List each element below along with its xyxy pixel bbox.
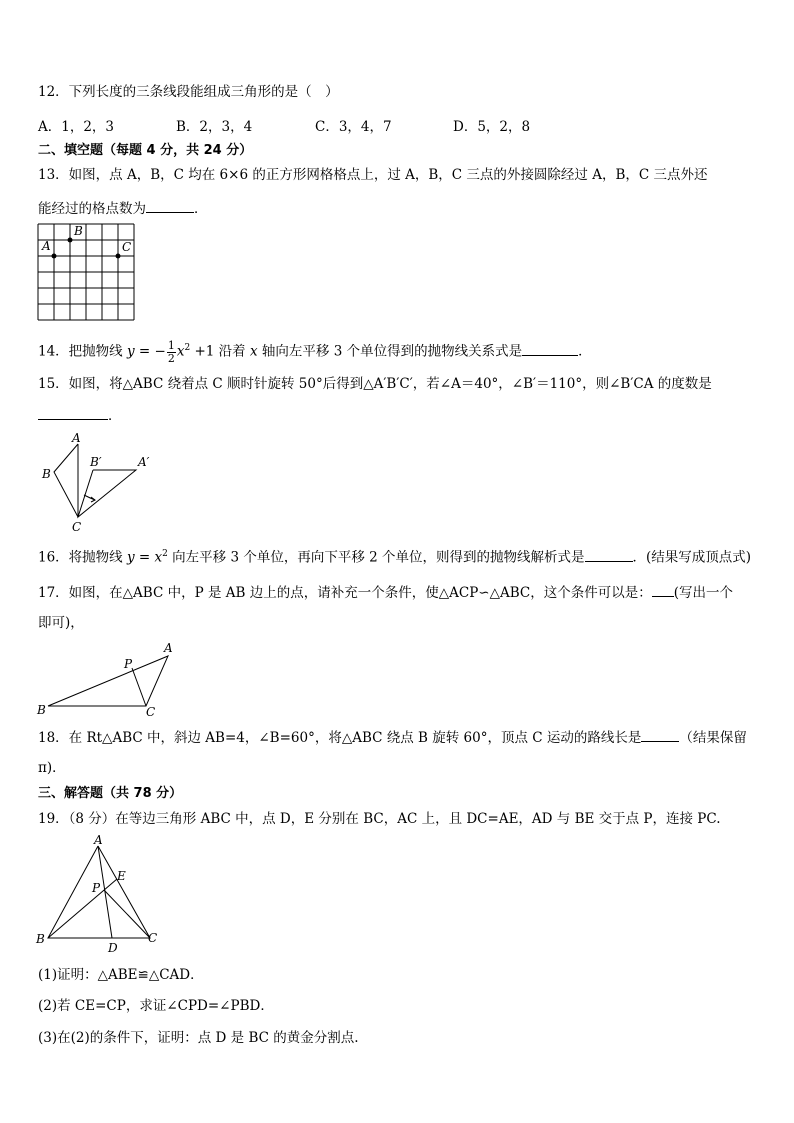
q19-stem: 19．（8 分）在等边三角形 ABC 中，点 D，E 分别在 BC，AC 上，且 DC=AE，AD 与 BE 交于点 P，连接 PC. (38, 811, 721, 827)
q17-triangle-abc (48, 656, 168, 706)
q16-equals: = (134, 549, 155, 566)
q16-answer-blank (585, 548, 633, 562)
q14-stem (38, 339, 592, 365)
q16-stem (38, 545, 751, 567)
q15-triangle-abc-prime (78, 470, 136, 517)
q19-label-e: E (117, 869, 126, 883)
q14-equals: = − (134, 343, 166, 360)
q19-label-c: C (148, 931, 158, 945)
q12-option-a: A．1，2，3 (38, 119, 115, 135)
q15-label-c: C (72, 520, 82, 534)
q14-answer-blank (522, 342, 578, 356)
q12-option-d: D．5，2，8 (453, 119, 531, 135)
q15-period: ． (108, 408, 122, 424)
q15-line1: 15．如图，将△ABC 绕着点 C 顺时针旋转 50°后得到△A′B′C′，若∠A＝40°，∠B′＝110°，则∠B′CA 的度数是 (38, 376, 712, 392)
q17-triangle-figure (36, 640, 186, 720)
q15-label-a-prime: A′ (138, 455, 150, 469)
q17-text: 17．如图，在△ABC 中，P 是 AB 边上的点，请补充一个条件，使△ACP∽△ABC，这个条件可以是： (38, 585, 652, 601)
q18-answer-blank (641, 728, 679, 742)
q13-label-a: A (42, 239, 51, 253)
q15-triangle-abc (54, 444, 78, 517)
q16-suffix: ．(结果写成顶点式) (632, 549, 752, 566)
q12-stem: 12．下列长度的三条线段能组成三角形的是（ ） (38, 84, 339, 100)
q19-label-a: A (94, 833, 103, 847)
q15-rotation-figure (38, 430, 168, 535)
q14-suffix: 轴向左平移 3 个单位得到的抛物线关系式是 (257, 343, 523, 360)
q16-exponent: 2 (162, 549, 168, 559)
q18-suffix: （结果保留 (679, 730, 747, 746)
q16-var-x: x (154, 549, 163, 566)
q19-label-b: B (36, 932, 45, 946)
q14-fraction (167, 340, 176, 365)
section-3-title: 三、解答题（共 78 分） (38, 786, 183, 801)
q13-point-c (116, 254, 121, 259)
q14-middle: +1 沿着 (190, 343, 250, 360)
q13-label-b: B (74, 224, 83, 238)
q16-prefix: 16．将抛物线 (38, 549, 127, 566)
q14-axis-x: x (249, 343, 258, 360)
q17-segment-pc (132, 668, 146, 706)
q12-option-c: C．3，4，7 (315, 119, 392, 135)
q14-prefix: 14．把抛物线 (38, 343, 127, 360)
q18-line1 (38, 728, 747, 747)
q13-line2 (38, 199, 208, 218)
q13-text: 能经过的格点数为 (38, 201, 146, 217)
q19-part2: (2)若 CE=CP，求证∠CPD=∠PBD． (38, 998, 274, 1014)
q13-point-a (52, 254, 57, 259)
q13-point-b (68, 238, 73, 243)
q14-exponent: 2 (184, 343, 191, 353)
q15-label-a: A (72, 431, 81, 445)
q19-equilateral-figure (34, 834, 164, 954)
q19-part1: (1)证明：△ABE≌△CAD． (38, 967, 204, 983)
q19-label-d: D (108, 941, 118, 955)
q14-denominator: 2 (167, 351, 175, 365)
q18-line2: π)． (38, 760, 66, 776)
q19-segment-ad (98, 846, 112, 938)
q14-var-x: x (176, 343, 185, 360)
q17-line2: 即可)， (38, 615, 84, 631)
q16-middle: 向左平移 3 个单位，再向下平移 2 个单位，则得到的抛物线解析式是 (167, 549, 585, 566)
q15-label-b-prime: B′ (90, 455, 102, 469)
q13-answer-blank (146, 199, 194, 213)
q16-var-y: y (126, 549, 135, 566)
q14-period: ． (578, 343, 592, 360)
q15-line2 (38, 406, 122, 425)
q17-label-c: C (146, 705, 156, 719)
q14-numerator: 1 (167, 338, 175, 352)
q13-label-c: C (122, 240, 132, 254)
q17-answer-blank (652, 583, 674, 597)
q19-part3: (3)在(2)的条件下，证明：点 D 是 BC 的黄金分割点. (38, 1030, 359, 1046)
q17-label-a: A (164, 641, 173, 655)
q17-label-p: P (124, 657, 133, 671)
q17-line1 (38, 583, 733, 602)
section-2-title: 二、填空题（每题 4 分，共 24 分） (38, 143, 253, 158)
q13-grid-lines (38, 224, 134, 320)
q14-var-y: y (126, 343, 135, 360)
q17-suffix: (写出一个 (673, 585, 733, 601)
q13-grid-figure (30, 220, 150, 330)
q17-label-b: B (37, 703, 46, 717)
q12-option-b: B．2，3，4 (176, 119, 253, 135)
q13-line1: 13．如图，点 A，B，C 均在 6×6 的正方形网格格点上，过 A，B，C 三点的外接圆除经过 A，B，C 三点外还 (38, 167, 708, 183)
q15-label-b: B (42, 467, 51, 481)
q19-segment-be (48, 879, 117, 938)
q15-answer-blank (38, 406, 108, 420)
q13-period: ． (194, 201, 208, 217)
q18-text: 18．在 Rt△ABC 中，斜边 AB=4，∠B=60°，将△ABC 绕点 B 旋转 60°，顶点 C 运动的路线长是 (38, 730, 642, 746)
q19-label-p: P (92, 881, 101, 895)
